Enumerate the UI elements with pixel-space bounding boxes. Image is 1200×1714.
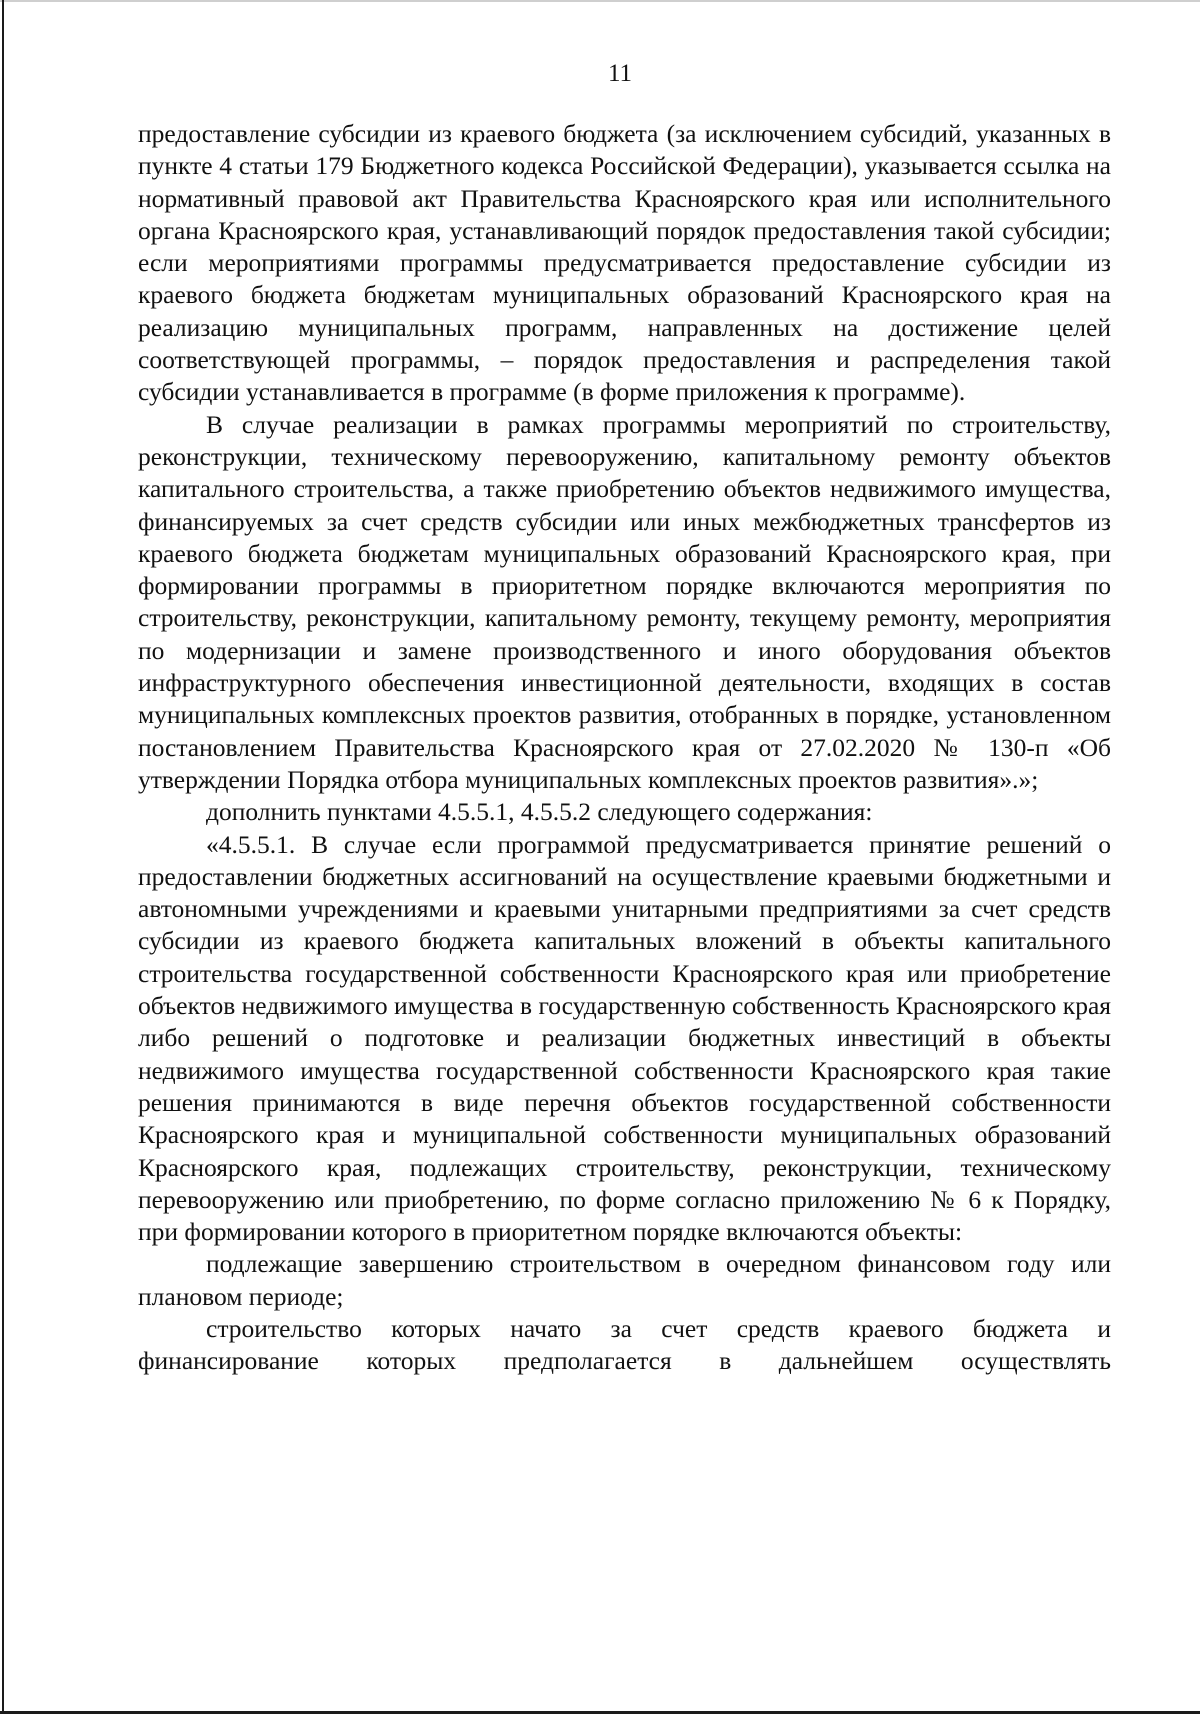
scan-edge-left <box>2 0 4 1714</box>
paragraph-construction-measures: В случае реализации в рамках программы мероприятий по строительству, реконструкции, техническому перевооружению, капитальному ремонту объектов капитального строительства, а также приобретению объектов недвижимого имущества, финансируемых за счет средств субсидии или иных межбюджетных трансфертов из краевого бюджета бюджетам муниципальных образований Красноярского края, при формировании программы в приоритетном порядке включаются мероприятия по строительству, реконструкции, капитальному ремонту, текущему ремонту, мероприятия по модернизации и замене производственного и иного оборудования объектов инфраструктурного обеспечения инвестиционной деятельности, входящих в состав муниципальных комплексных проектов развития, отобранных в порядке, установленном постановлением Правительства Красноярского края от 27.02.2020 № 130-п «Об утверждении Порядка отбора муниципальных комплексных проектов развития».»; <box>138 409 1111 794</box>
document-body <box>138 118 1111 1378</box>
page-number: 11 <box>607 60 633 87</box>
paragraph-add-clauses: дополнить пунктами 4.5.5.1, 4.5.5.2 следующего содержания: <box>206 797 873 827</box>
paragraph-completion-objects: подлежащие завершению строительством в очередном финансовом году или плановом периоде; <box>138 1249 1111 1311</box>
paragraph-subsidy-reference: предоставление субсидии из краевого бюджета (за исключением субсидий, указанных в пункте 4 статьи 179 Бюджетного кодекса Российской Федерации), указывается ссылка на нормативный правовой акт Правительства Красноярского края или исполнительного органа Красноярского края, устанавливающий порядок предоставления такой субсидии; если мероприятиями программы предусматривается предоставление субсидии из краевого бюджета бюджетам муниципальных образований Красноярского края на реализацию муниципальных программ, направленных на достижение целей соответствующей программы, – порядок предоставления и распределения такой субсидии устанавливается в программе (в форме приложения к программе). <box>138 119 1111 407</box>
scan-edge-top <box>0 0 1200 2</box>
paragraph-started-objects: строительство которых начато за счет средств краевого бюджета и финансирование которых предполагается в дальнейшем осуществлять <box>138 1313 1111 1376</box>
paragraph-clause-4-5-5-1: «4.5.5.1. В случае если программой предусматривается принятие решений о предоставлении бюджетных ассигнований на осуществление краевыми бюджетными и автономными учреждениями и краевыми унитарными предприятиями за счет средств субсидии из краевого бюджета капитальных вложений в объекты капитального строительства государственной собственности Красноярского края или приобретение объектов недвижимого имущества в государственную собственность Красноярского края либо решений о подготовке и реализации бюджетных инвестиций в объекты недвижимого имущества государственной собственности Красноярского края такие решения принимаются в виде перечня объектов государственной собственности Красноярского края и муниципальной собственности муниципальных образований Красноярского края, подлежащих строительству, реконструкции, техническому перевооружению или приобретению, по форме согласно приложению № 6 к Порядку, при формировании которого в приоритетном порядке включаются объекты: <box>138 829 1111 1247</box>
